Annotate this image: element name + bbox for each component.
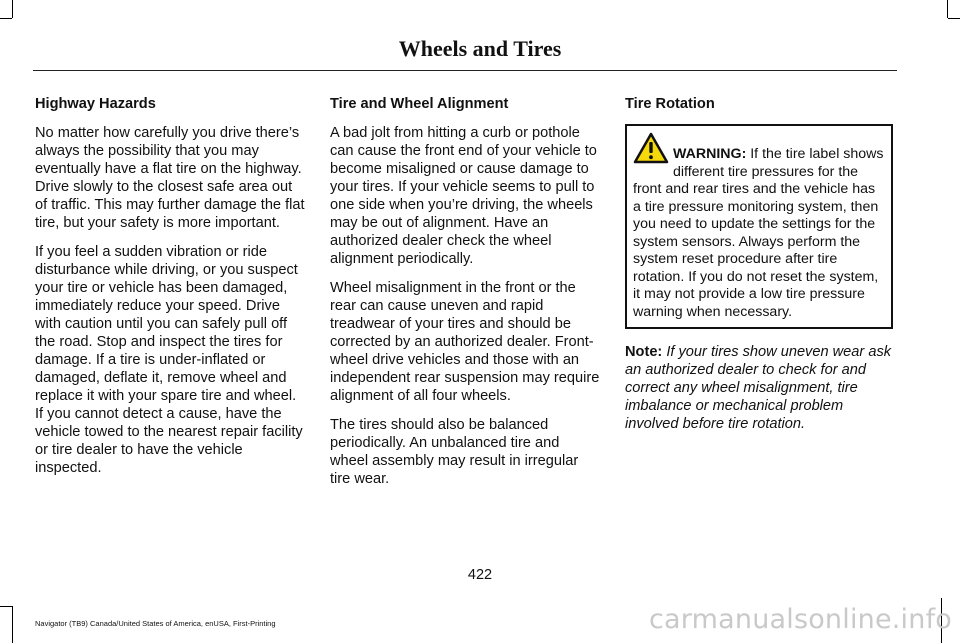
crop-mark <box>0 606 12 607</box>
section-heading: Tire Rotation <box>625 96 715 112</box>
paragraph: Wheel misalignment in the front or the rear can cause uneven and rapid treadwear of your tires and should be corrected by an authorized dealer. Front-wheel drive vehicles and those with an independent rear suspension may require alignment of all four wheels. <box>330 280 600 404</box>
paragraph: A bad jolt from hitting a curb or pothole can cause the front end of your vehicle to become misaligned or cause damage to your tires. If your vehicle seems to pull to one side when you’re driving, the wheels may be out of alignment. Have an authorized dealer check the wheel alignment periodically. <box>330 125 597 267</box>
watermark: carmanualsonline.info <box>649 604 952 635</box>
section-heading: Highway Hazards <box>35 96 156 112</box>
paragraph: The tires should also be balanced periodically. An unbalanced tire and wheel assembly may result in irregular tire wear. <box>330 417 579 487</box>
warning-box <box>625 124 893 329</box>
crop-mark <box>12 0 13 18</box>
column-tire-wheel-alignment <box>330 94 600 499</box>
footer-text: Navigator (TB9) Canada/United States of America, enUSA, First-Printing <box>35 619 276 628</box>
header-divider <box>33 70 897 71</box>
crop-mark <box>947 0 948 18</box>
crop-mark <box>12 606 13 643</box>
note-text: If your tires show uneven wear ask an authorized dealer to check for and correct any wheel misalignment, tire imbalance or mechanical problem involved before tire rotation. <box>625 344 892 432</box>
note-label: Note: <box>625 344 663 360</box>
note <box>625 343 893 433</box>
paragraph: No matter how carefully you drive there’s always the possibility that you may eventually have a flat tire on the highway. Drive slowly to the closest safe area out of traffic. This may further damage the flat tire, but your safety is more important. <box>35 125 305 231</box>
paragraph: If you feel a sudden vibration or ride disturbance while driving, or you suspect your tire or vehicle has been damaged, immediately reduce your speed. Drive with caution until you can safely pull off the road. Stop and inspect the tires for damage. If a tire is under-inflated or damaged, deflate it, remove wheel and replace it with your spare tire and wheel. If you cannot detect a cause, have the vehicle towed to the nearest repair facility or tire dealer to have the vehicle inspected. <box>35 244 303 476</box>
section-heading: Tire and Wheel Alignment <box>330 96 509 112</box>
crop-mark <box>0 18 12 19</box>
page-title: Wheels and Tires <box>398 36 562 61</box>
column-tire-rotation <box>625 94 893 444</box>
page-number: 422 <box>467 567 493 583</box>
column-highway-hazards <box>35 94 305 488</box>
warning-text: If the tire label shows different tire pressures for the front and rear tires and the vehicle has a tire pressure monitoring system, then you need to update the settings for the system sensors. Always perform the system reset procedure after tire rotation. If you do not reset the system, it may not provide a low tire pressure warning when necessary. <box>633 146 884 320</box>
warning-label: WARNING: <box>673 146 747 162</box>
crop-mark <box>948 18 960 19</box>
warning-triangle-icon <box>633 132 669 170</box>
